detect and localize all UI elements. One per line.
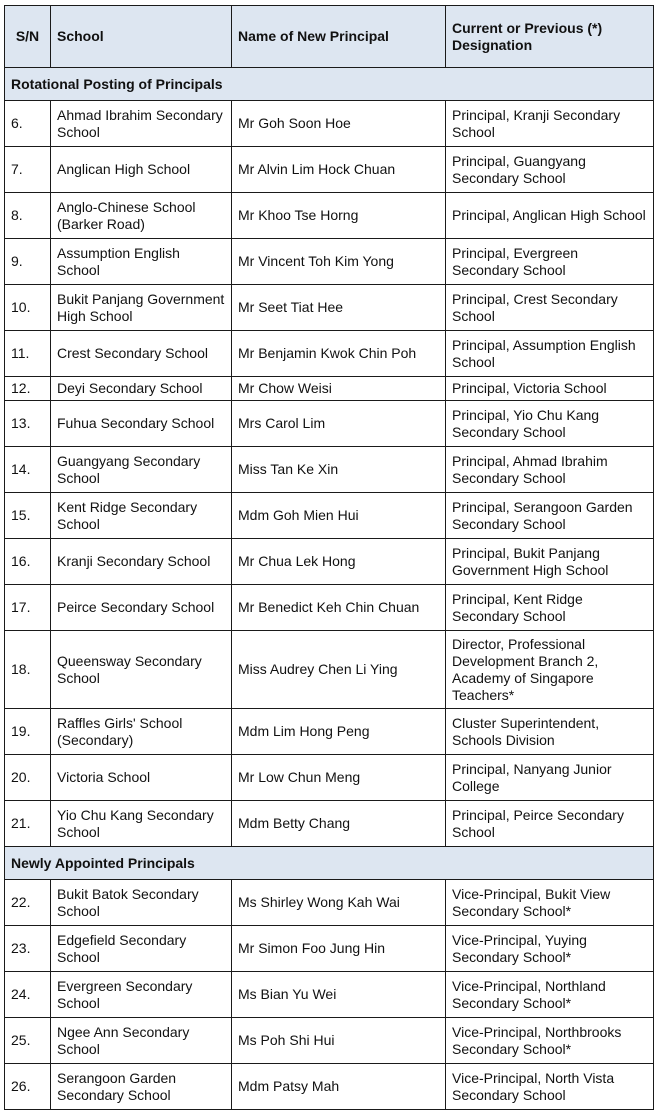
principal-name-cell: Ms Bian Yu Wei: [232, 972, 446, 1018]
designation-cell: Principal, Assumption English School: [446, 331, 654, 377]
principal-name-cell: Ms Poh Shi Hui: [232, 1018, 446, 1064]
principal-name-cell: Mr Alvin Lim Hock Chuan: [232, 147, 446, 193]
sn-cell: 11.: [5, 331, 51, 377]
school-cell: Kent Ridge Secondary School: [51, 493, 232, 539]
table-row: [5, 147, 654, 193]
table-row: [5, 926, 654, 972]
school-cell: Victoria School: [51, 755, 232, 801]
sn-cell: 20.: [5, 755, 51, 801]
section-title: Rotational Posting of Principals: [5, 68, 654, 101]
sn-cell: 14.: [5, 447, 51, 493]
school-cell: Peirce Secondary School: [51, 585, 232, 631]
school-cell: Bukit Panjang Government High School: [51, 285, 232, 331]
sn-cell: 17.: [5, 585, 51, 631]
sn-cell: 9.: [5, 239, 51, 285]
table-row: [5, 1018, 654, 1064]
sn-cell: 23.: [5, 926, 51, 972]
table-row: [5, 193, 654, 239]
designation-cell: Principal, Serangoon Garden Secondary School: [446, 493, 654, 539]
school-cell: Ngee Ann Secondary School: [51, 1018, 232, 1064]
sn-cell: 8.: [5, 193, 51, 239]
table-row: [5, 880, 654, 926]
table-row: [5, 801, 654, 847]
principal-name-cell: Mr Benjamin Kwok Chin Poh: [232, 331, 446, 377]
sn-cell: 10.: [5, 285, 51, 331]
sn-cell: 15.: [5, 493, 51, 539]
sn-cell: 21.: [5, 801, 51, 847]
table-row: [5, 377, 654, 401]
principal-name-cell: Mr Simon Foo Jung Hin: [232, 926, 446, 972]
header-designation: Current or Previous (*) Designation: [446, 6, 654, 68]
designation-cell: Principal, Guangyang Secondary School: [446, 147, 654, 193]
designation-cell: Principal, Kent Ridge Secondary School: [446, 585, 654, 631]
sn-cell: 22.: [5, 880, 51, 926]
designation-cell: Vice-Principal, Northland Secondary School*: [446, 972, 654, 1018]
table-row: [5, 101, 654, 147]
designation-cell: Vice-Principal, Yuying Secondary School*: [446, 926, 654, 972]
table-row: [5, 447, 654, 493]
sn-cell: 18.: [5, 631, 51, 709]
sn-cell: 6.: [5, 101, 51, 147]
header-sn: S/N: [5, 6, 51, 68]
principals-table: [4, 5, 654, 1110]
sn-cell: 12.: [5, 377, 51, 401]
sn-cell: 26.: [5, 1064, 51, 1110]
designation-cell: Cluster Superintendent, Schools Division: [446, 709, 654, 755]
table-row: [5, 631, 654, 709]
sn-cell: 24.: [5, 972, 51, 1018]
table-row: [5, 285, 654, 331]
principal-name-cell: Ms Shirley Wong Kah Wai: [232, 880, 446, 926]
principal-name-cell: Mdm Lim Hong Peng: [232, 709, 446, 755]
sn-cell: 16.: [5, 539, 51, 585]
principal-name-cell: Mr Khoo Tse Horng: [232, 193, 446, 239]
school-cell: Assumption English School: [51, 239, 232, 285]
table-row: [5, 493, 654, 539]
principal-name-cell: Mr Goh Soon Hoe: [232, 101, 446, 147]
principal-name-cell: Mr Low Chun Meng: [232, 755, 446, 801]
school-cell: Yio Chu Kang Secondary School: [51, 801, 232, 847]
school-cell: Evergreen Secondary School: [51, 972, 232, 1018]
sn-cell: 25.: [5, 1018, 51, 1064]
designation-cell: Principal, Evergreen Secondary School: [446, 239, 654, 285]
principal-name-cell: Mr Vincent Toh Kim Yong: [232, 239, 446, 285]
designation-cell: Vice-Principal, Bukit View Secondary School*: [446, 880, 654, 926]
table-row: [5, 709, 654, 755]
header-school: School: [51, 6, 232, 68]
designation-cell: Principal, Ahmad Ibrahim Secondary School: [446, 447, 654, 493]
sn-cell: 7.: [5, 147, 51, 193]
designation-cell: Principal, Kranji Secondary School: [446, 101, 654, 147]
principal-name-cell: Mdm Betty Chang: [232, 801, 446, 847]
table-row: [5, 239, 654, 285]
designation-cell: Principal, Victoria School: [446, 377, 654, 401]
header-row: [5, 6, 654, 68]
school-cell: Anglo-Chinese School (Barker Road): [51, 193, 232, 239]
school-cell: Raffles Girls' School (Secondary): [51, 709, 232, 755]
designation-cell: Vice-Principal, North Vista Secondary School: [446, 1064, 654, 1110]
table-row: [5, 401, 654, 447]
school-cell: Queensway Secondary School: [51, 631, 232, 709]
table-row: [5, 972, 654, 1018]
school-cell: Edgefield Secondary School: [51, 926, 232, 972]
principal-name-cell: Mr Benedict Keh Chin Chuan: [232, 585, 446, 631]
sn-cell: 13.: [5, 401, 51, 447]
principal-name-cell: Mr Chow Weisi: [232, 377, 446, 401]
designation-cell: Principal, Nanyang Junior College: [446, 755, 654, 801]
designation-cell: Principal, Crest Secondary School: [446, 285, 654, 331]
section-row: [5, 68, 654, 101]
school-cell: Serangoon Garden Secondary School: [51, 1064, 232, 1110]
designation-cell: Principal, Bukit Panjang Government High School: [446, 539, 654, 585]
principal-name-cell: Mdm Goh Mien Hui: [232, 493, 446, 539]
school-cell: Fuhua Secondary School: [51, 401, 232, 447]
header-principal-name: Name of New Principal: [232, 6, 446, 68]
table-row: [5, 539, 654, 585]
school-cell: Deyi Secondary School: [51, 377, 232, 401]
principal-name-cell: Miss Tan Ke Xin: [232, 447, 446, 493]
school-cell: Kranji Secondary School: [51, 539, 232, 585]
sn-cell: 19.: [5, 709, 51, 755]
section-row: [5, 847, 654, 880]
designation-cell: Director, Professional Development Branch 2, Academy of Singapore Teachers*: [446, 631, 654, 709]
principal-name-cell: Miss Audrey Chen Li Ying: [232, 631, 446, 709]
principal-name-cell: Mdm Patsy Mah: [232, 1064, 446, 1110]
school-cell: Anglican High School: [51, 147, 232, 193]
table-row: [5, 1064, 654, 1110]
designation-cell: Vice-Principal, Northbrooks Secondary School*: [446, 1018, 654, 1064]
designation-cell: Principal, Peirce Secondary School: [446, 801, 654, 847]
principal-name-cell: Mr Seet Tiat Hee: [232, 285, 446, 331]
table-row: [5, 755, 654, 801]
table-body: [5, 68, 654, 1110]
designation-cell: Principal, Yio Chu Kang Secondary School: [446, 401, 654, 447]
school-cell: Guangyang Secondary School: [51, 447, 232, 493]
designation-cell: Principal, Anglican High School: [446, 193, 654, 239]
school-cell: Crest Secondary School: [51, 331, 232, 377]
school-cell: Bukit Batok Secondary School: [51, 880, 232, 926]
table-row: [5, 331, 654, 377]
section-title: Newly Appointed Principals: [5, 847, 654, 880]
school-cell: Ahmad Ibrahim Secondary School: [51, 101, 232, 147]
table-row: [5, 585, 654, 631]
principal-name-cell: Mr Chua Lek Hong: [232, 539, 446, 585]
principal-name-cell: Mrs Carol Lim: [232, 401, 446, 447]
